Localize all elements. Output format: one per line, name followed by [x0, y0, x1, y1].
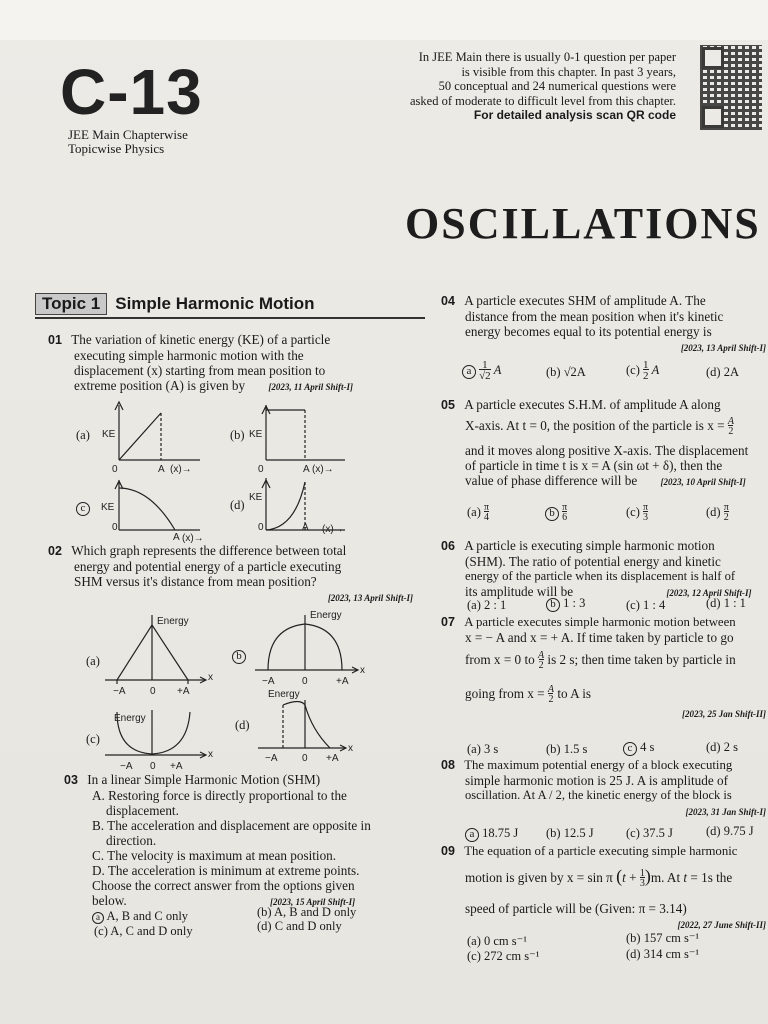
question-text: energy becomes equal to its potential energy is — [465, 324, 712, 339]
ke-label: KE — [249, 492, 263, 503]
answer-circle: c — [76, 502, 90, 516]
intro-line: is visible from this chapter. In past 3 years, — [461, 64, 676, 79]
question-text: The maximum potential energy of a block executing — [464, 758, 733, 772]
option-a[interactable]: (a) — [86, 654, 100, 668]
option-c[interactable]: (c) A, C and D only — [94, 924, 193, 938]
option-d[interactable]: (d) — [230, 498, 245, 512]
source-tag: [2023, 13 April Shift-I] — [327, 593, 413, 603]
option-c[interactable]: (c) — [86, 732, 100, 746]
book-title-line1: JEE Main Chapterwise — [68, 127, 188, 142]
option-c-selected[interactable] — [76, 500, 90, 516]
question-06 — [441, 538, 766, 601]
question-text: speed of particle will be (Given: π = 3.14) — [465, 901, 687, 916]
chapter-intro — [366, 50, 676, 123]
option-d[interactable]: (d) 314 cm s⁻¹ — [626, 947, 700, 961]
question-text: simple harmonic motion is 25 J. A is amplitude of — [465, 773, 729, 788]
option-a-selected[interactable] — [92, 909, 188, 924]
fraction-one-third: 1 3 — [639, 868, 645, 889]
graph-q01-b — [262, 405, 345, 460]
question-text: energy of the particle when its displacement is half of — [465, 569, 736, 583]
graph-q01-d — [262, 478, 345, 530]
book-title-line2: Topicwise Physics — [68, 141, 165, 156]
energy-label: Energy — [114, 713, 146, 724]
question-01 — [48, 332, 433, 395]
a-label: A — [158, 464, 165, 475]
option-b[interactable]: (b) A, B and D only — [257, 905, 357, 919]
energy-label: Energy — [268, 689, 300, 700]
origin-label: 0 — [258, 464, 264, 475]
source-tag: [2022, 27 June Shift-II] — [677, 920, 766, 930]
option-text: A, B and C only — [106, 909, 189, 923]
topic-title: Simple Harmonic Motion — [115, 294, 315, 313]
question-number: 01 — [48, 333, 62, 347]
option-d[interactable]: (d) π 2 — [706, 502, 729, 523]
option-d[interactable]: (d) C and D only — [257, 919, 342, 933]
option-b[interactable]: (b) 12.5 J — [546, 826, 594, 840]
statement: C. The velocity is maximum at mean position. — [92, 848, 337, 863]
question-text-part: X-axis. At t = 0, the position of the particle is x = — [465, 418, 725, 434]
source-tag: [2023, 15 April Shift-I] — [269, 897, 356, 907]
option-a[interactable]: (a) — [76, 428, 90, 442]
answer-circle: c — [623, 742, 637, 756]
fraction: π 3 — [643, 502, 649, 523]
option-b[interactable]: (b) √2A — [546, 365, 586, 379]
option-d[interactable]: (d) 2A — [706, 365, 739, 379]
option-b-selected[interactable] — [546, 596, 585, 612]
option-a[interactable]: (a) 0 cm s⁻¹ — [467, 934, 527, 948]
neg-a-label: −A — [265, 753, 278, 764]
question-stem: In a linear Simple Harmonic Motion (SHM) — [87, 772, 321, 787]
fraction-a-over-two: $\frac{A}{2}$ — [547, 684, 555, 705]
graph-q02-b — [255, 615, 358, 673]
zero-label: 0 — [150, 761, 156, 772]
chapter-name: OSCILLATIONS — [405, 199, 761, 248]
question-text-part: is 2 s; then time taken by particle in — [547, 652, 736, 668]
question-text: and it moves along positive X-axis. The displacement — [465, 443, 749, 458]
paren-open: ( — [616, 866, 623, 887]
option-c[interactable]: (c) 1 2 A — [626, 359, 660, 382]
option-c-selected[interactable] — [623, 740, 654, 756]
question-08 — [441, 757, 766, 820]
question-text: of particle in time t is x = A (sin ωt + δ), then the — [465, 458, 723, 473]
origin-label: 0 — [112, 522, 118, 533]
option-a-selected[interactable]: a 1 √2 A — [462, 360, 501, 382]
qr-note: For detailed analysis scan QR code — [473, 108, 676, 122]
question-text-part: from x = 0 to — [465, 652, 535, 668]
question-text: executing simple harmonic motion with the — [74, 348, 304, 363]
x-label: x — [348, 743, 353, 754]
option-b-selected[interactable] — [545, 503, 567, 523]
question-text-part: going from x = — [465, 686, 545, 702]
option-text: 4 s — [640, 740, 655, 754]
question-text — [465, 417, 766, 437]
x-label: x — [208, 672, 213, 683]
option-d[interactable]: (d) 2 s — [706, 740, 738, 754]
option-a[interactable]: (a) 3 s — [467, 742, 499, 756]
option-label: (c) — [626, 362, 640, 377]
option-text: 1 : 3 — [563, 596, 586, 610]
option-b[interactable]: (b) — [230, 428, 245, 442]
question-text: A particle executes simple harmonic motion between — [464, 615, 736, 629]
option-a-selected[interactable] — [465, 826, 518, 842]
statement: direction. — [106, 833, 157, 848]
option-c[interactable]: (c) 272 cm s⁻¹ — [467, 949, 540, 963]
question-text: Which graph represents the difference between total — [71, 543, 347, 558]
question-text-part: value of phase difference will be — [465, 473, 638, 488]
intro-line: asked of moderate to difficult level from this chapter. — [409, 93, 676, 108]
question-07 — [441, 614, 766, 722]
paren-close: ) — [644, 866, 651, 887]
math-var-t: t — [622, 870, 626, 886]
zero-label: 0 — [150, 686, 156, 697]
option-d[interactable]: (d) 9.75 J — [706, 824, 754, 838]
question-text: A particle executes S.H.M. of amplitude A along — [464, 397, 721, 412]
question-text-part: motion is given by x = sin π — [465, 870, 613, 886]
question-text-part: to A is — [557, 686, 592, 702]
neg-a-label: −A — [262, 676, 275, 687]
intro-line: 50 conceptual and 24 numerical questions were — [438, 79, 676, 93]
source-tag: [2023, 12 April Shift-I] — [666, 588, 752, 598]
pos-a-label: +A — [326, 753, 339, 764]
option-c[interactable]: (c) π 3 — [626, 502, 649, 523]
question-03 — [64, 772, 434, 910]
question-text: motion is given by x = sin π (t + 1 3)m. At t = 1s the — [465, 866, 733, 889]
option-d[interactable]: (d) 1 : 1 — [706, 596, 746, 610]
question-02 — [48, 543, 433, 606]
chapter-code: C-13 — [60, 56, 203, 128]
question-number: 09 — [441, 844, 455, 858]
pos-a-label: +A — [336, 676, 349, 687]
question-text: SHM versus it's distance from mean position? — [74, 574, 317, 589]
option-c[interactable]: (c) 1 : 4 — [626, 598, 666, 612]
answer-circle: a — [92, 912, 104, 924]
question-04 — [441, 293, 766, 356]
fraction-one-over-root-two: 1 √2 — [479, 359, 491, 382]
question-text: x = − A and x = + A. If time taken by particle to go — [465, 630, 734, 645]
question-09 — [441, 843, 766, 933]
question-number: 04 — [441, 294, 455, 308]
answer-circle: a — [465, 828, 479, 842]
origin-label: 0 — [258, 522, 264, 533]
zero-label: 0 — [302, 676, 308, 687]
energy-label: Energy — [157, 616, 189, 627]
ke-label: KE — [101, 502, 115, 513]
question-number: 06 — [441, 539, 455, 553]
x-label: x — [208, 749, 213, 760]
energy-label: Energy — [310, 610, 342, 621]
intro-line: In JEE Main there is usually 0-1 question per paper — [418, 50, 676, 64]
origin-label: 0 — [112, 464, 118, 475]
option-b[interactable]: (b) 1.5 s — [546, 742, 588, 756]
ke-label: KE — [249, 429, 263, 440]
source-tag: [2023, 10 April Shift-I] — [660, 477, 746, 487]
x-axis-label: (x)→ — [322, 524, 344, 535]
question-text: energy and potential energy of a particle executing — [74, 559, 342, 574]
statement: B. The acceleration and displacement are opposite in — [92, 818, 371, 833]
question-text: displacement (x) starting from mean position to — [74, 363, 326, 378]
question-text: The equation of a particle executing simple harmonic — [464, 844, 738, 858]
x-axis-label: (x)→ — [182, 533, 204, 544]
option-a[interactable]: (a) π 4 — [467, 502, 490, 523]
question-text: A particle is executing simple harmonic motion — [464, 538, 715, 553]
source-tag: [2023, 31 Jan Shift-I] — [685, 807, 766, 817]
top-band — [0, 0, 768, 40]
ke-label: KE — [102, 429, 116, 440]
question-05 — [441, 397, 766, 490]
answer-circle: b — [546, 598, 560, 612]
graph-q01-a — [115, 402, 200, 460]
x-axis-label: (x)→ — [170, 464, 192, 475]
question-text — [465, 685, 766, 705]
statement: D. The acceleration is minimum at extreme points. — [92, 863, 360, 878]
math-var-t: t — [683, 870, 688, 886]
answer-circle: b — [545, 507, 559, 521]
neg-a-label: −A — [113, 686, 126, 697]
pos-a-label: +A — [170, 761, 183, 772]
source-tag: [2023, 25 Jan Shift-II] — [681, 709, 766, 719]
answer-circle: a — [462, 365, 476, 379]
question-text — [74, 378, 433, 395]
a-label: A — [302, 522, 309, 533]
topic-heading — [35, 293, 425, 319]
source-tag: [2023, 13 April Shift-I] — [680, 343, 766, 353]
option-a[interactable]: (a) 2 : 1 — [467, 598, 507, 612]
option-b-selected[interactable] — [232, 648, 246, 664]
question-number: 07 — [441, 615, 455, 629]
fraction: π 4 — [484, 502, 490, 523]
graph-q02-d — [258, 700, 346, 751]
fraction: π 6 — [562, 502, 568, 523]
source-tag: [2023, 11 April Shift-I] — [268, 382, 354, 392]
option-d[interactable]: (d) — [235, 718, 250, 732]
a-label: A — [303, 464, 310, 475]
fraction-a-over-two: $\frac{A}{2}$ — [727, 416, 734, 437]
question-text: (SHM). The ratio of potential energy and kinetic — [465, 554, 721, 569]
question-number: 03 — [64, 773, 78, 787]
question-text: The variation of kinetic energy (KE) of a particle — [71, 332, 331, 347]
graph-q01-c — [115, 480, 200, 530]
topic-label: Topic 1 — [35, 293, 107, 315]
question-number: 02 — [48, 544, 62, 558]
fraction-a-over-two: $\frac{A}{2}$ — [538, 650, 545, 671]
graph-q02-a — [105, 615, 206, 684]
option-c[interactable]: (c) 37.5 J — [626, 826, 673, 840]
option-b[interactable]: (b) 157 cm s⁻¹ — [626, 931, 700, 945]
statement: displacement. — [106, 803, 179, 818]
graph-q02-c — [105, 710, 206, 758]
fraction-one-half: 1 2 — [643, 359, 649, 382]
below-text: below. — [92, 893, 127, 908]
question-text — [465, 651, 766, 671]
x-axis-label: (x)→ — [312, 464, 334, 475]
question-text: oscillation. At A / 2, the kinetic energy of the block is — [465, 788, 732, 802]
question-number: 08 — [441, 758, 455, 772]
question-text: A particle executes SHM of amplitude A. The — [464, 293, 706, 308]
x-label: x — [360, 665, 365, 676]
option-text: 18.75 J — [482, 826, 519, 840]
neg-a-label: −A — [120, 761, 133, 772]
answer-circle: b — [232, 650, 246, 664]
a-label: A — [173, 532, 180, 543]
question-text: distance from the mean position when it's kinetic — [465, 309, 724, 324]
question-text-part: its amplitude will be — [465, 584, 574, 599]
fraction: π 2 — [723, 502, 729, 523]
pos-a-label: +A — [177, 686, 190, 697]
qr-code[interactable] — [700, 45, 762, 130]
choose-text: Choose the correct answer from the options given — [92, 878, 355, 893]
question-text-end: extreme position (A) is given by — [74, 378, 246, 393]
book-title — [68, 128, 188, 156]
question-number: 05 — [441, 398, 455, 412]
statement: A. Restoring force is directly proportional to the — [92, 788, 347, 803]
zero-label: 0 — [302, 753, 308, 764]
